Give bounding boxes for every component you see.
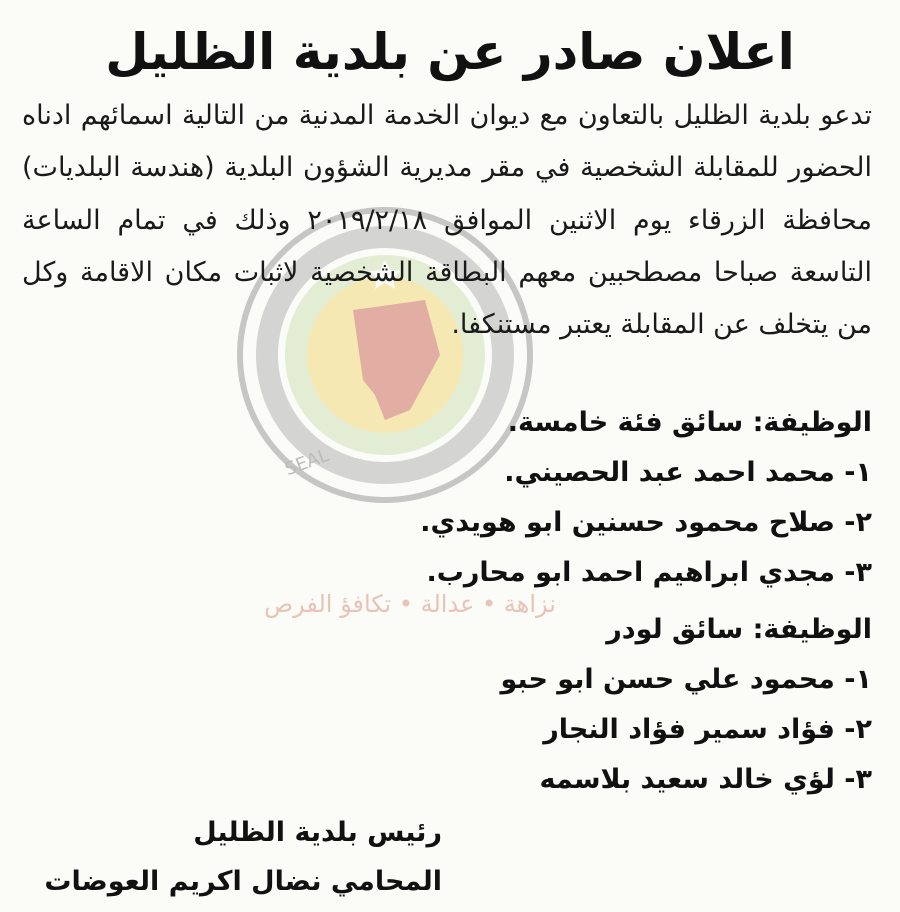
job-section-loader-driver	[22, 605, 872, 805]
job-heading: الوظيفة: سائق فئة خامسة.	[507, 407, 872, 438]
signature-block	[22, 808, 442, 906]
candidate-item: ٣- مجدي ابراهيم احمد ابو محارب.	[426, 557, 872, 588]
signatory-position: رئيس بلدية الظليل	[193, 817, 442, 848]
candidate-item: ٢- صلاح محمود حسنين ابو هويدي.	[420, 507, 872, 538]
announcement-title: اعلان صادر عن بلدية الظليل	[105, 23, 795, 81]
candidate-item: ١- محمود علي حسن ابو حبو	[500, 664, 872, 695]
signatory-name: المحامي نضال اكريم العوضات	[44, 866, 442, 897]
watermark-motto: نزاهة • عدالة • تكافؤ الفرص	[264, 590, 556, 618]
job-section-driver-class-5	[22, 398, 872, 598]
candidate-item: ٣- لؤي خالد سعيد بلاسمه	[539, 764, 872, 795]
candidate-item: ١- محمد احمد عبد الحصيني.	[504, 457, 872, 488]
svg-text:SEAL: SEAL	[282, 444, 332, 481]
announcement-body: تدعو بلدية الظليل بالتعاون مع ديوان الخدمة المدنية من التالية اسمائهم ادناه الحضور للمقابلة الشخصية في مقر مديرية الشؤون البلدية (هندسة البلديات) محافظة الزرقاء يوم الاثنين الموافق ٢٠١٩/٢/١٨ وذلك في تمام الساعة التاسعة صباحا مصطحبين معهم البطاقة الشخصية لاثبات مكان الاقامة وكل من يتخلف عن المقابلة يعتبر مستنكفا.	[22, 100, 872, 341]
candidate-item: ٢- فؤاد سمير فؤاد النجار	[543, 714, 872, 745]
job-heading: الوظيفة: سائق لودر	[606, 614, 872, 645]
